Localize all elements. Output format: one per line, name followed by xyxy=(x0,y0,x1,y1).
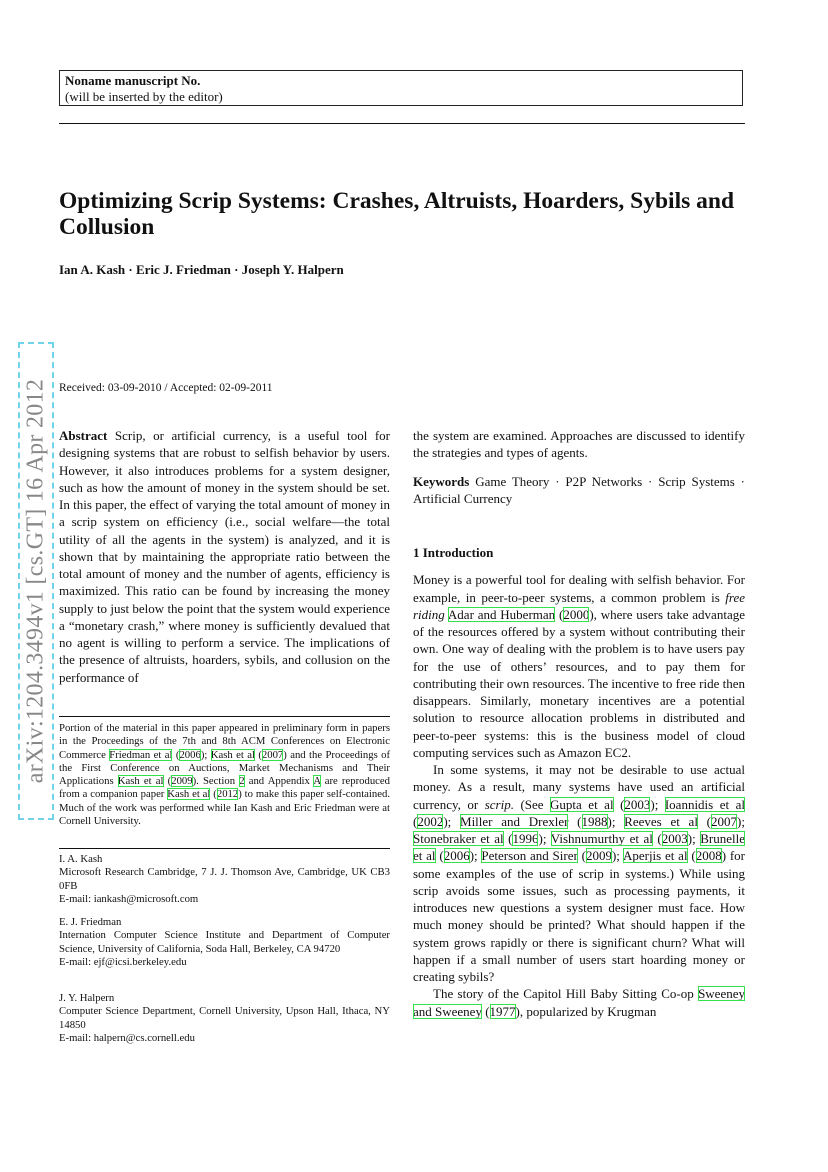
abstract xyxy=(59,427,390,686)
address-name: I. A. Kash xyxy=(59,853,103,865)
cite-kash-2012-year[interactable]: 2012 xyxy=(216,788,239,801)
section-heading-introduction: 1 Introduction xyxy=(413,545,494,560)
intro-paragraph-1: Money is a powerful tool for dealing with selfish behavior. For example, in peer-to-peer systems, a common problem is free riding Adar and Huberman (2000), where users take advantage of the resources offered by a system without contributing their own. One way of dealing with the problem is to have users pay for the use of others’ resources, and to pay them for contributing their own resources. The incentive to free ride then disappears. Similarly, monetary incentives are a potential solution to resource allocation problems in distributed and peer-to-peer systems: this is the business model of cloud computing services such as Amazon EC2. xyxy=(413,572,745,760)
cite-stonebraker-et-al[interactable]: Stonebraker et al xyxy=(413,831,504,846)
abstract-continuation: the system are examined. Approaches are discussed to identify the strategies and types of agents. xyxy=(413,428,745,461)
cite-adar-huberman-year[interactable]: 2000 xyxy=(563,606,590,622)
address-name: J. Y. Halpern xyxy=(59,992,115,1004)
keywords xyxy=(413,473,745,508)
address-affiliation: Microsoft Research Cambridge, 7 J. J. Thomson Ave, Cambridge, UK CB3 0FB xyxy=(59,866,390,892)
address-email: E-mail: iankash@microsoft.com xyxy=(59,892,199,905)
cite-ioannidis-et-al-year[interactable]: 2002 xyxy=(417,813,444,829)
cite-aperjis-et-al-year[interactable]: 2008 xyxy=(695,848,722,864)
abstract-body: Scrip, or artificial currency, is a useful tool for designing systems that are robust to selfish behavior by users. However, it also introduces problems for a system designer, such as how the amount of money in the system should be set. In this paper, the effect of varying the total amount of money in a scrip system on efficiency (i.e., social welfare—the total utility of all the agents in the system) is analyzed, and it is shown that by maintaining the appropriate ratio between the total amount of money and the number of agents, efficiency is maximized. This ratio can be found by increasing the money supply to just below the point that the system would experience a “monetary crash,” where money is sufficiently devalued that no agent is willing to perform a service. The implications of the presence of altruists, hoarders, sybils, and collusion on the performance of xyxy=(59,428,391,685)
address-kash xyxy=(59,853,390,906)
manuscript-box xyxy=(59,70,743,106)
cite-vishnumurthy-et-al[interactable]: Vishnumurthy et al xyxy=(550,831,653,846)
ref-appendix-a[interactable]: A xyxy=(313,775,321,788)
cite-reeves-et-al[interactable]: Reeves et al xyxy=(624,813,698,829)
right-column xyxy=(413,427,745,1020)
ref-section-2[interactable]: 2 xyxy=(239,775,245,788)
cite-brunelle-et-al-year[interactable]: 2006 xyxy=(443,848,470,864)
cite-vishnumurthy-et-al-year[interactable]: 2003 xyxy=(661,831,688,846)
header-rule xyxy=(59,123,745,124)
cite-kash-2007-year[interactable]: 2007 xyxy=(261,748,284,761)
footnote-portion: Portion of the material in this paper appeared in preliminary form in papers in the Proceedings of the 7th and 8th ACM Conferences on Electronic Commerce Friedman et al (2006); Kash et al (2007) and the Proceedings of the First Conference on Auctions, Market Mechanisms and Their Applications Kash et al (2009). Section 2 and Appendix A are reproduced from a companion paper Kash et al (2012) to make this paper self-contained. Much of the work was performed while Ian Kash and Eric Friedman were at Cornell University. xyxy=(59,722,391,828)
cite-miller-and-drexler[interactable]: Miller and Drexler xyxy=(460,813,569,829)
address-rule xyxy=(59,848,390,849)
cite-sweeney-year[interactable]: 1977 xyxy=(489,1003,516,1019)
abstract-heading: Abstract xyxy=(59,428,108,443)
cite-kash-2012[interactable]: Kash et al xyxy=(167,788,211,801)
address-email: E-mail: ejf@icsi.berkeley.edu xyxy=(59,955,187,968)
cite-miller-and-drexler-year[interactable]: 1988 xyxy=(581,813,608,829)
citation-list: Gupta et al (2003); Ioannidis et al (2002); Miller and Drexler (1988); Reeves et al (2007); Stonebraker et al (1996); Vishnumurthy et al (2003); Brunelle et al (2006); Peterson and Sirer (2009); Aperjis et al (2008) xyxy=(413,796,745,864)
address-affiliation: Internation Computer Science Institute and Department of Computer Science, University of California, Soda Hall, Berkeley, CA 94720 xyxy=(59,929,390,955)
cite-adar-huberman[interactable]: Adar and Huberman xyxy=(447,606,556,622)
cite-kash-2007[interactable]: Kash et al xyxy=(210,748,255,761)
cite-reeves-et-al-year[interactable]: 2007 xyxy=(711,813,737,829)
cite-gupta-et-al-year[interactable]: 2003 xyxy=(624,796,651,812)
footnote-rule xyxy=(59,716,390,717)
cite-aperjis-et-al[interactable]: Aperjis et al xyxy=(622,848,688,864)
cite-stonebraker-et-al-year[interactable]: 1996 xyxy=(512,831,539,846)
address-friedman xyxy=(59,916,390,969)
address-affiliation: Computer Science Department, Cornell University, Upson Hall, Ithaca, NY 14850 xyxy=(59,1005,390,1031)
intro-paragraph-2: In some systems, it may not be desirable to use actual money. As a result, many systems have used an artificial currency, or scrip. (See Gupta et al (2003); Ioannidis et al (2002); Miller and Drexler (1988); Reeves et al (2007); Stonebraker et al (1996); Vishnumurthy et al (2003); Brunelle et al (2006); Peterson and Sirer (2009); Aperjis et al (2008) for some examples of the use of scrip in systems.) While using scrip avoids some issues, such as processing payments, it introduces new questions a system designer must face. How much money should be printed? What should happen if the system grows rapidly or there is significant churn? What will happen if a small number of users start hoarding money or creating sybils? xyxy=(413,762,745,984)
intro-paragraph-3: The story of the Capitol Hill Baby Sitting Co-op Sweeney and Sweeney (1977), popularized by Krugman xyxy=(413,986,745,1019)
manuscript-note: (will be inserted by the editor) xyxy=(65,89,223,104)
cite-gupta-et-al[interactable]: Gupta et al xyxy=(550,796,614,812)
cite-peterson-and-sirer[interactable]: Peterson and Sirer xyxy=(481,848,578,864)
received-dates: Received: 03-09-2010 / Accepted: 02-09-2011 xyxy=(59,382,273,394)
cite-kash-2009[interactable]: Kash et al xyxy=(117,775,164,788)
address-halpern xyxy=(59,992,390,1045)
cite-peterson-and-sirer-year[interactable]: 2009 xyxy=(585,848,612,864)
arxiv-identifier-link[interactable] xyxy=(18,342,54,820)
cite-friedman-2006[interactable]: Friedman et al xyxy=(109,748,173,761)
author-list: Ian A. Kash · Eric J. Friedman · Joseph Y. Halpern xyxy=(59,262,344,277)
keywords-heading: Keywords xyxy=(413,473,470,489)
cite-kash-2009-year[interactable]: 2009 xyxy=(171,775,193,788)
address-email: E-mail: halpern@cs.cornell.edu xyxy=(59,1031,195,1044)
address-name: E. J. Friedman xyxy=(59,916,122,928)
cite-sweeney[interactable]: Sweeney and Sweeney xyxy=(413,986,745,1019)
manuscript-number: Noname manuscript No. xyxy=(65,73,201,88)
left-column xyxy=(59,427,390,686)
cite-ioannidis-et-al[interactable]: Ioannidis et al xyxy=(664,796,745,812)
arxiv-identifier-text: arXiv:1204.3494v1 [cs.GT] 16 Apr 2012 xyxy=(22,378,49,784)
cite-brunelle-et-al[interactable]: Brunelle et al xyxy=(413,831,745,864)
paper-title: Optimizing Scrip Systems: Crashes, Altruists, Hoarders, Sybils and Collusion xyxy=(59,188,735,240)
keywords-body: Game Theory · P2P Networks · Scrip Systems · Artificial Currency xyxy=(413,473,746,506)
cite-friedman-2006-year[interactable]: 2006 xyxy=(179,748,201,761)
